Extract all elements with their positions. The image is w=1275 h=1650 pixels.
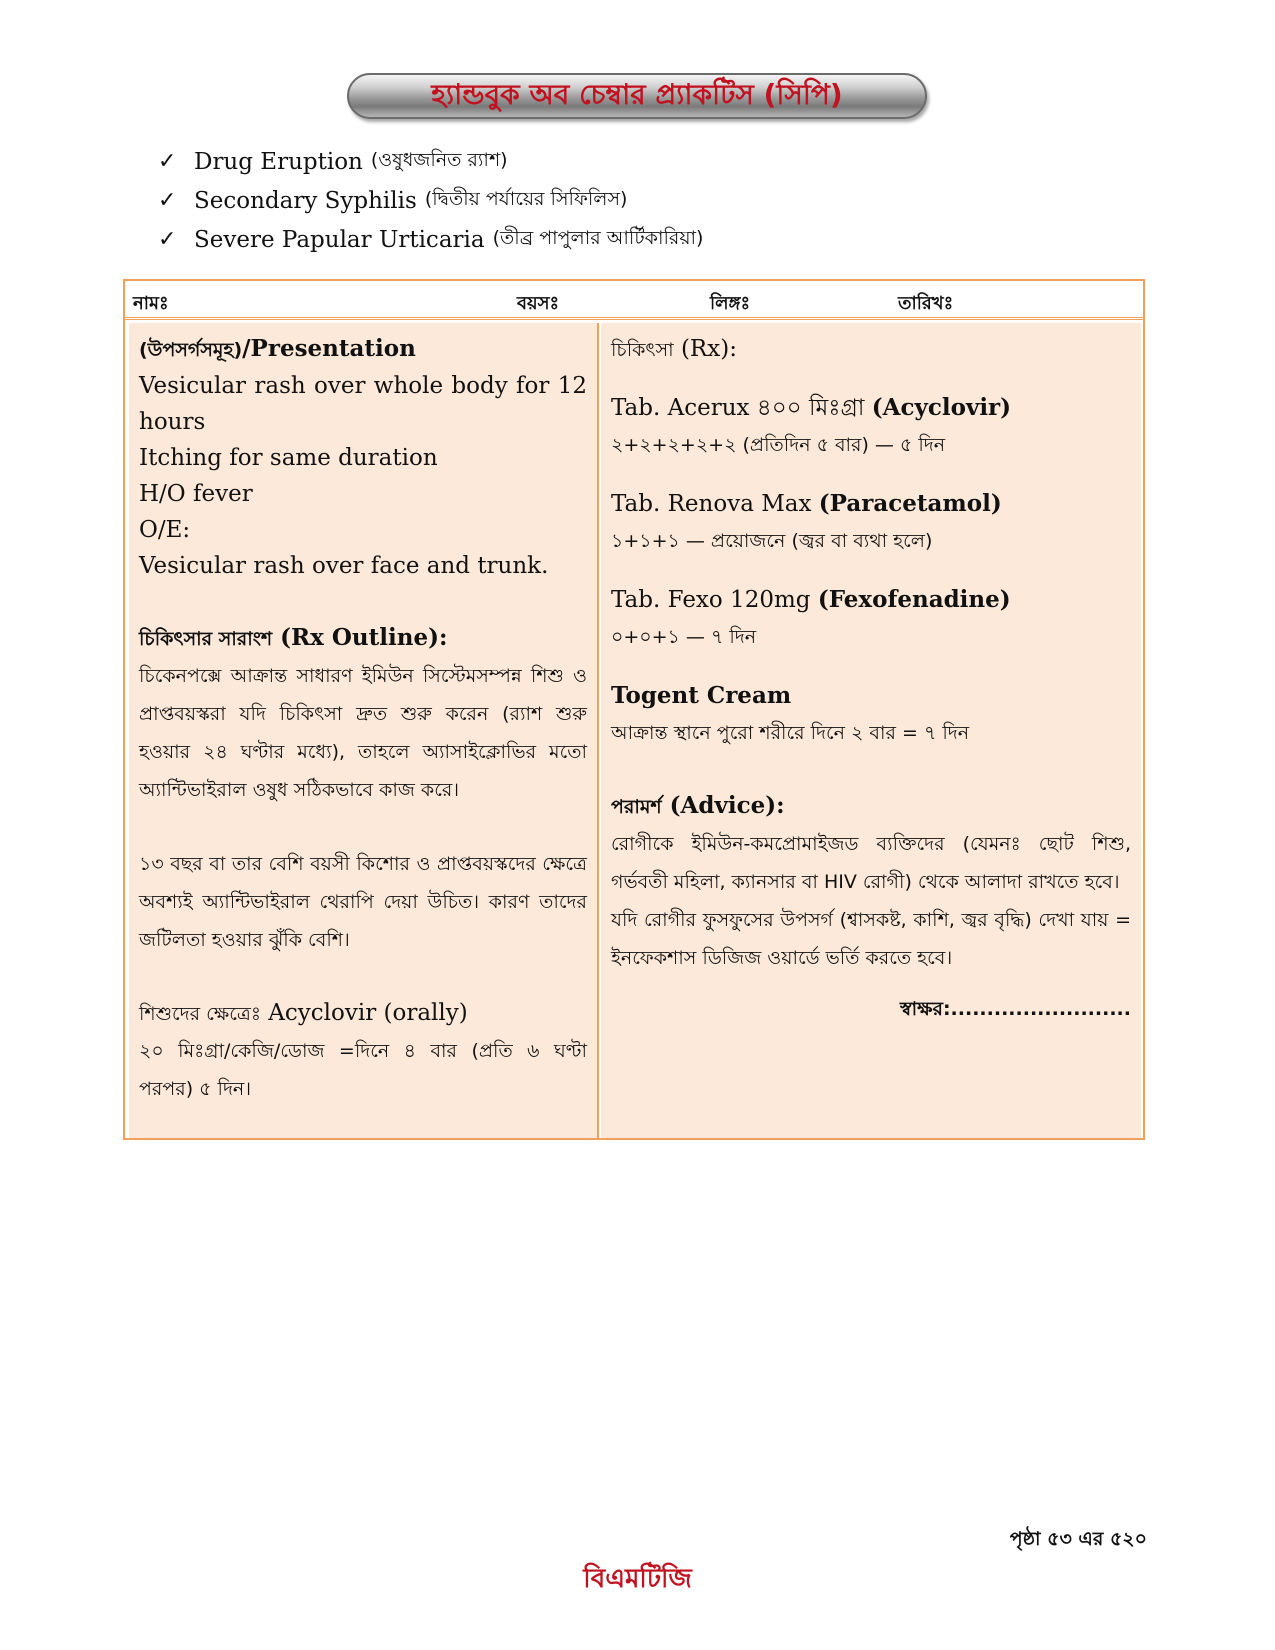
advice-text: রোগীকে ইমিউন-কমপ্রোমাইজড ব্যক্তিদের (যেমনঃ ছোট শিশু, গর্ভবতী মহিলা, ক্যানসার বা HIV রোগী) থেকে আলাদা রাখতে হবে।	[611, 833, 1131, 893]
medicine-dose: আক্রান্ত স্থানে পুরো শরীরে দিনে ২ বার = ৭ দিন	[611, 722, 970, 744]
presentation-item: Itching for same duration	[139, 445, 438, 471]
diagnosis-bn: (তীব্র পাপুলার আর্টিকারিয়া)	[492, 226, 704, 249]
check-icon: ✓	[158, 188, 177, 213]
medicine-name: Togent Cream	[611, 682, 792, 709]
diagnosis-en: Severe Papular Urticaria	[194, 226, 485, 253]
advice-heading: পরামর্শ (Advice):	[611, 792, 785, 819]
rx-outline-text: ১৩ বছর বা তার বেশি বয়সী কিশোর ও প্রাপ্তবয়স্কদের ক্ষেত্রে অবশ্যই অ্যান্টিভাইরাল থেরাপি দেয়া উচিত। কারণ তাদের জটিলতা হওয়ার ঝুঁকি বেশি।	[139, 853, 587, 951]
footer-brand: বিএমটিজি	[583, 1564, 692, 1594]
medicine-name: Tab. Renova Max (Paracetamol)	[611, 490, 1002, 517]
list-item	[158, 142, 703, 181]
diagnosis-en: Drug Eruption	[194, 148, 363, 175]
sex-label: লিঙ্গঃ	[710, 293, 751, 314]
name-label: নামঃ	[133, 293, 169, 314]
rx-outline-text: চিকেনপক্সে আক্রান্ত সাধারণ ইমিউন সিস্টেমসম্পন্ন শিশু ও প্রাপ্তবয়স্করা যদি চিকিৎসা দ্রুত শুরু করেন (র‍্যাশ শুরু হওয়ার ২৪ ঘণ্টার মধ্যে), তাহলে অ্যাসাইক্লোভির মতো অ্যান্টিভাইরাল ওষুধ সঠিকভাবে কাজ করে।	[139, 665, 587, 801]
rx-heading: চিকিৎসা (Rx):	[611, 336, 737, 362]
prescription-form	[123, 279, 1145, 1140]
medicine-dose: ০+০+১ — ৭ দিন	[611, 626, 757, 648]
presentation-item: O/E:	[139, 517, 191, 543]
presentation-item: Vesicular rash over face and trunk.	[139, 553, 549, 579]
medicine-dose: ২+২+২+২+২ (প্রতিদিন ৫ বার) — ৫ দিন	[611, 434, 946, 456]
presentation-item: Vesicular rash over whole body for 12 hours	[139, 373, 587, 435]
presentation-item: H/O fever	[139, 481, 253, 507]
presentation-column	[129, 323, 599, 1138]
list-item	[158, 220, 703, 259]
check-icon: ✓	[158, 149, 177, 174]
date-label: তারিখঃ	[898, 293, 954, 314]
patient-info-row	[125, 281, 1143, 320]
list-item	[158, 181, 703, 220]
check-icon: ✓	[158, 227, 177, 252]
diagnosis-en: Secondary Syphilis	[194, 187, 417, 214]
medicine-name: Tab. Fexo 120mg (Fexofenadine)	[611, 586, 1011, 613]
age-label: বয়সঃ	[517, 293, 560, 314]
page-number: পৃষ্ঠা ৫৩ এর ৫২০	[1009, 1528, 1147, 1550]
diagnosis-bn: (ওষুধজনিত র‍্যাশ)	[370, 148, 508, 171]
presentation-heading: (উপসর্গসমূহ)/Presentation	[139, 335, 416, 362]
medicine-name: Tab. Acerux ৪০০ মিঃগ্রা (Acyclovir)	[611, 394, 1012, 421]
children-dose-label: শিশুদের ক্ষেত্রেঃ Acyclovir (orally)	[139, 1000, 468, 1026]
signature-line: স্বাক্ষর:.........................	[900, 998, 1131, 1020]
treatment-column	[601, 323, 1141, 1138]
rx-outline-heading: চিকিৎসার সারাংশ (Rx Outline):	[139, 624, 448, 651]
diagnosis-bn: (দ্বিতীয় পর্যায়ের সিফিলিস)	[424, 187, 628, 210]
title-banner	[347, 73, 927, 119]
advice-text: যদি রোগীর ফুসফুসের উপসর্গ (শ্বাসকষ্ট, কাশি, জ্বর বৃদ্ধি) দেখা যায় = ইনফেকশাস ডিজিজ ওয়ার্ডে ভর্তি করতে হবে।	[611, 909, 1131, 969]
medicine-dose: ১+১+১ — প্রয়োজনে (জ্বর বা ব্যথা হলে)	[611, 530, 933, 552]
children-dose: ২০ মিঃগ্রা/কেজি/ডোজ =দিনে ৪ বার (প্রতি ৬ ঘণ্টা পরপর) ৫ দিন।	[139, 1040, 587, 1100]
page-title: হ্যান্ডবুক অব চেম্বার প্র্যাকটিস (সিপি)	[431, 77, 843, 111]
diagnosis-list	[158, 142, 703, 259]
